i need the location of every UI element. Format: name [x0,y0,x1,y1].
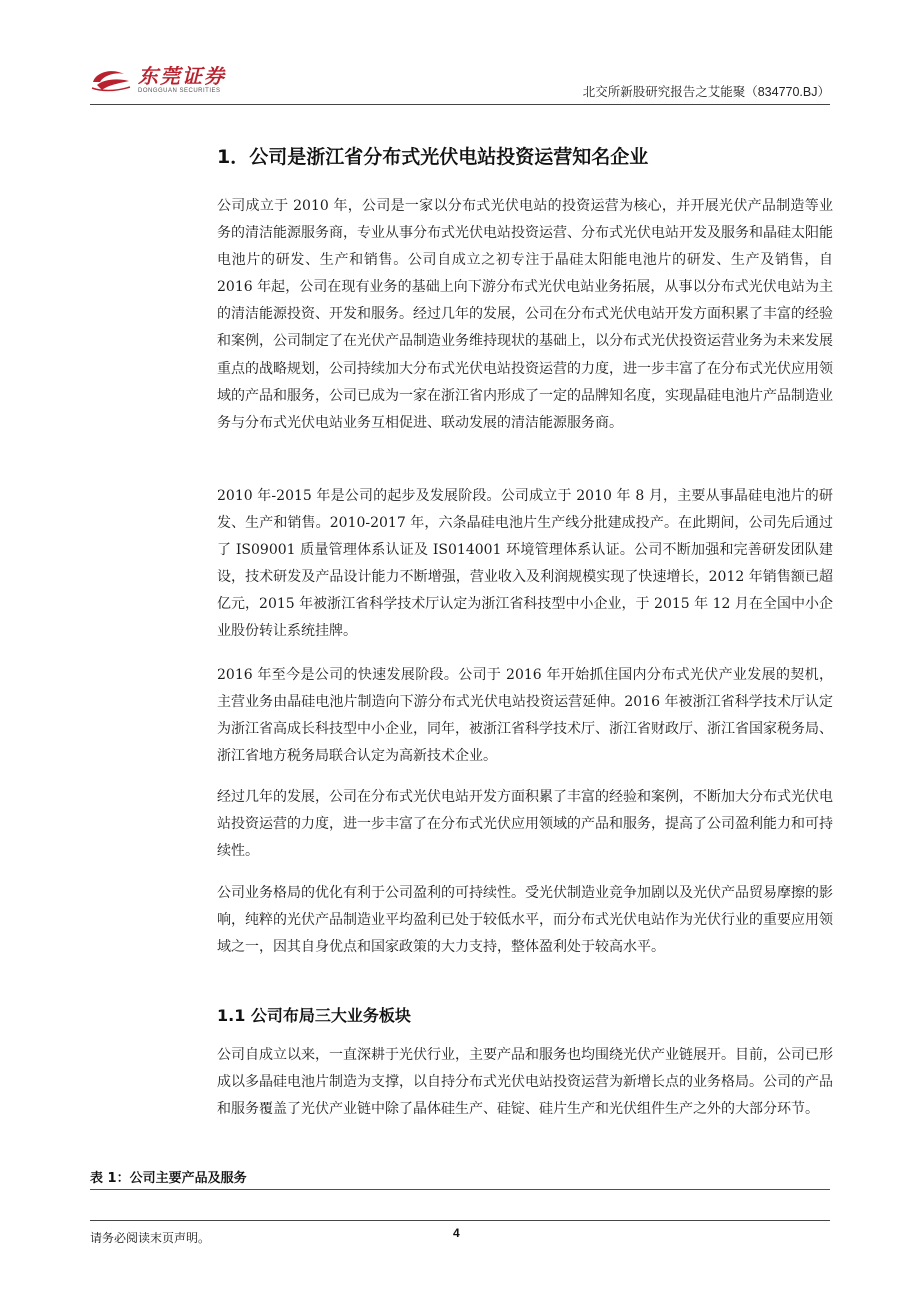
table-caption-divider [90,1189,830,1190]
header-divider [90,104,830,105]
footer-divider [90,1220,830,1221]
report-title: 北交所新股研究报告之艾能聚（834770.BJ） [582,85,830,99]
body-paragraph: 2016 年至今是公司的快速发展阶段。公司于 2016 年开始抓住国内分布式光伏产业发展的契机，主营业务由晶硅电池片制造向下游分布式光伏电站投资运营延伸。2016 年被浙江省科学技术厅认定为浙江省高成长科技型中小企业，同年，被浙江省科学技术厅、浙江省财政厅、浙江省国家税务局、浙江省地方税务局联合认定为高新技术企业。 [217,667,833,765]
page-header [90,62,830,104]
table-caption: 表 1：公司主要产品及服务 [90,1171,247,1186]
body-paragraph: 2010 年-2015 年是公司的起步及发展阶段。公司成立于 2010 年 8 月，主要从事晶硅电池片的研发、生产和销售。2010-2017 年，六条晶硅电池片生产线分批建成投产。在此期间，公司先后通过了 IS09001 质量管理体系认证及 IS014001 环境管理体系认证。公司不断加强和完善研发团队建设，技术研发及产品设计能力不断增强，营业收入及利润规模实现了快速增长，2012 年销售额已超亿元，2015 年被浙江省科学技术厅认定为浙江省科技型中小企业，于 2015 年 12 月在全国中小企业股份转让系统挂牌。 [217,488,833,640]
disclaimer-note: 请务必阅读末页声明。 [90,1231,211,1245]
section-heading: 1．公司是浙江省分布式光伏电站投资运营知名企业 [217,146,649,168]
dongguan-logo-icon [90,66,132,94]
page-number: 4 [453,1226,460,1240]
logo-chinese-name: 东莞证券 [138,64,226,88]
logo-english-name: DONGGUAN SECURITIES [138,88,221,94]
company-logo [90,62,226,98]
subsection-heading: 1.1 公司布局三大业务板块 [217,1006,411,1025]
body-paragraph: 公司业务格局的优化有利于公司盈利的可持续性。受光伏制造业竞争加剧以及光伏产品贸易摩擦的影响，纯粹的光伏产品制造业平均盈利已处于较低水平，而分布式光伏电站作为光伏行业的重要应用领域之一，因其自身优点和国家政策的大力支持，整体盈利处于较高水平。 [217,885,833,956]
body-paragraph: 公司成立于 2010 年，公司是一家以分布式光伏电站的投资运营为核心，并开展光伏产品制造等业务的清洁能源服务商，专业从事分布式光伏电站投资运营、分布式光伏电站开发及服务和晶硅太阳能电池片的研发、生产和销售。公司自成立之初专注于晶硅太阳能电池片的研发、生产及销售，自 2016 年起，公司在现有业务的基础上向下游分布式光伏电站业务拓展，从事以分布式光伏电站为主的清洁能源投资、开发和服务。经过几年的发展，公司在分布式光伏电站开发方面积累了丰富的经验和案例，公司制定了在光伏产品制造业务维持现状的基础上，以分布式光伏投资运营业务为未来发展重点的战略规划，公司持续加大分布式光伏电站投资运营的力度，进一步丰富了在分布式光伏应用领域的产品和服务，公司已成为一家在浙江省内形成了一定的品牌知名度，实现晶硅电池片产品制造业务与分布式光伏电站业务互相促进、联动发展的清洁能源服务商。 [217,198,833,431]
body-paragraph: 经过几年的发展，公司在分布式光伏电站开发方面积累了丰富的经验和案例，不断加大分布式光伏电站投资运营的力度，进一步丰富了在分布式光伏应用领域的产品和服务，提高了公司盈利能力和可持续性。 [217,789,833,860]
body-paragraph: 公司自成立以来，一直深耕于光伏行业，主要产品和服务也均围绕光伏产业链展开。目前，公司已形成以多晶硅电池片制造为支撑，以自持分布式光伏电站投资运营为新增长点的业务格局。公司的产品和服务覆盖了光伏产业链中除了晶体硅生产、硅锭、硅片生产和光伏组件生产之外的大部分环节。 [217,1047,833,1118]
